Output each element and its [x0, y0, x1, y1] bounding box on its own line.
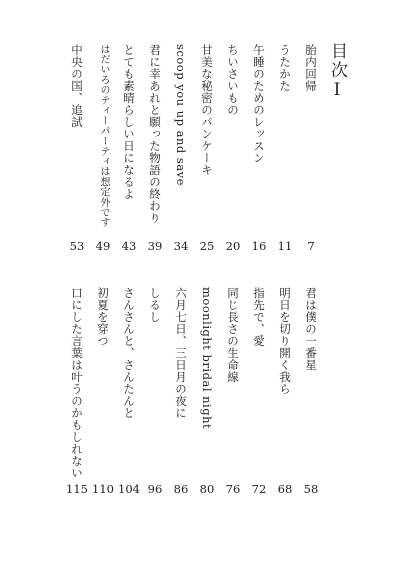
toc-entry-title: 明日を切り開く我ら [278, 287, 292, 395]
toc-entry-title: 中央の国、追試 [70, 44, 84, 128]
toc-entry-page: 34 [173, 239, 189, 253]
toc-entry-page: 110 [92, 482, 114, 496]
toc-entry-title: 同じ長さの生命線 [226, 287, 240, 383]
toc-entry-page: 43 [121, 239, 137, 253]
toc-entry-page: 53 [69, 239, 85, 253]
toc-entry-title: さんさんと、さんたんと [122, 287, 136, 419]
toc-entry-title: しるし [148, 287, 162, 323]
toc-entry-title: 胎内回帰 [304, 44, 318, 92]
toc-entry-page: 7 [307, 239, 315, 253]
toc-entry-title: とても素晴らしい日になるよ [122, 44, 136, 200]
toc-title: 目次Ⅰ [327, 42, 347, 102]
toc-entry-page: 16 [251, 239, 267, 253]
toc-entry-title: 口にした言葉は叶うのかもしれない [70, 287, 84, 479]
toc-entry-page: 72 [251, 482, 267, 496]
toc-entry-page: 20 [225, 239, 241, 253]
toc-entry-title: はだいろのティーパーティは想定外です [98, 44, 109, 228]
toc-entry-page: 80 [199, 482, 215, 496]
toc-entry-page: 49 [95, 239, 111, 253]
toc-entry-title: 午睡のためのレッスン [252, 44, 266, 164]
toc-entry-page: 76 [225, 482, 241, 496]
toc-entry-title: うたかた [278, 44, 292, 92]
toc-entry-title: 指先で、愛 [252, 287, 266, 347]
toc-entry-title: 甘美な秘密のパンケーキ [200, 44, 214, 176]
toc-entry-page: 68 [277, 482, 293, 496]
toc-entry-title: ちいさいもの [226, 44, 240, 116]
toc-entry-page: 104 [118, 482, 140, 496]
toc-entry-page: 86 [173, 482, 189, 496]
toc-entry-title: scoop you up and save [174, 44, 188, 186]
toc-entry-page: 96 [147, 482, 163, 496]
toc-entry-title: 君に幸あれと願った物語の終わり [148, 44, 162, 224]
toc-entry-title: 六月七日、三日月の夜に [174, 287, 188, 419]
toc-entry-page: 25 [199, 239, 215, 253]
toc-entry-title: moonlight bridal night [200, 287, 214, 430]
toc-entry-page: 11 [277, 239, 293, 253]
toc-entry-page: 115 [66, 482, 88, 496]
toc-entry-page: 58 [303, 482, 319, 496]
toc-entry-page: 39 [147, 239, 163, 253]
toc-entry-title: 君は僕の一番星 [304, 287, 318, 371]
toc-entry-title: 初夏を穿つ [96, 287, 110, 347]
